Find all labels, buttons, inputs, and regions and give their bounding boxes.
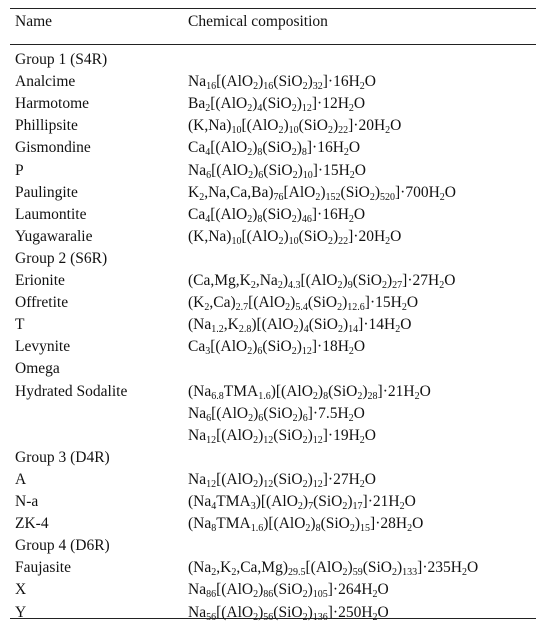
group-row — [10, 49, 536, 73]
table-row — [10, 160, 536, 184]
chemical-formula: $Ca_4[(AlO_2)_8(SiO_2)_8]\cdot 16H_2O$ — [188, 139, 361, 159]
table-row — [10, 93, 536, 117]
mineral-name: Phillipsite — [15, 117, 78, 135]
table-row — [10, 292, 536, 316]
mineral-name: Laumontite — [15, 205, 87, 223]
table-row — [10, 602, 536, 626]
mineral-name: Offretite — [15, 294, 69, 312]
group-row — [10, 535, 536, 559]
mineral-name: Harmotome — [15, 95, 90, 113]
table-row — [10, 358, 536, 382]
group-label: Group 4 (D6R) — [15, 537, 110, 555]
mineral-name: Omega — [15, 360, 60, 378]
mineral-name: Y — [15, 603, 27, 621]
chemical-formula: $Ca_3[(AlO_2)_6(SiO_2)_{12}]\cdot 18H_2O$ — [188, 338, 366, 358]
mineral-name: Erionite — [15, 272, 65, 289]
group-label: Group 2 (S6R) — [15, 249, 108, 267]
header-rule — [10, 44, 536, 45]
chemical-formula: $Na_6[(AlO_2)_6(SiO_2)_{10}]\cdot 15H_2O$ — [188, 161, 366, 181]
mineral-name: P — [15, 161, 24, 179]
chemical-formula: $Na_{12}[(AlO_2)_{12}(SiO_2)_{12}]\cdot 19H_2O$ — [188, 426, 376, 446]
group-label: Group 1 (S4R) — [15, 51, 108, 68]
mineral-name: N-a — [15, 493, 39, 510]
table-row — [10, 557, 536, 581]
chemical-formula: $(Na_8TMA_{1.6})[(AlO_2)_8(SiO_2)_{15}]\cdot 28H_2O$ — [188, 515, 424, 535]
chemical-formula: $Ba_2[(AlO_2)_4(SiO_2)_{12}]\cdot 12H_2O$ — [188, 95, 366, 115]
mineral-name: ZK-4 — [15, 515, 49, 533]
table-row — [10, 491, 536, 515]
table-row — [10, 204, 536, 228]
chemical-formula: $Na_{86}[(AlO_2)_{86}(SiO_2)_{105}]\cdot 264H_2O$ — [188, 581, 389, 601]
table-row — [10, 314, 536, 338]
chemical-formula: $Na_{12}[(AlO_2)_{12}(SiO_2)_{12}]\cdot 27H_2O$ — [188, 470, 376, 490]
mineral-name: Paulingite — [15, 183, 78, 201]
chemical-formula: $(Na_{1.2},K_{2.8})[(AlO_2)_4(SiO_2)_{14}]\cdot 14H_2O$ — [188, 316, 412, 336]
chemical-formula: $(Na_4TMA_3)[(AlO_2)_7(SiO_2)_{17}]\cdot 21H_2O$ — [188, 493, 416, 512]
table-row — [10, 71, 536, 95]
chemical-formula: $(K,Na)_{10}[(AlO_2)_{10}(SiO_2)_{22}]\cdot 20H_2O$ — [188, 227, 402, 247]
mineral-name: Analcime — [15, 73, 76, 91]
header-name: Name — [15, 13, 53, 30]
table-row — [10, 469, 536, 493]
table-row — [10, 115, 536, 139]
chemical-formula: $(Na_{6.8}TMA_{1.6})[(AlO_2)_8(SiO_2)_{28}]\cdot 21H_2O$ — [188, 382, 431, 402]
chemical-formula: $(Ca,Mg,K_2,Na_2)_{4.3}[(AlO_2)_9(SiO_2)_{27}]\cdot 27H_2O$ — [188, 272, 456, 291]
top-rule — [10, 8, 536, 9]
table-row — [10, 425, 536, 449]
mineral-name: Yugawaralie — [15, 227, 93, 245]
mineral-name: Faujasite — [15, 559, 71, 577]
group-row — [10, 447, 536, 471]
mineral-name: X — [15, 581, 27, 599]
mineral-name: Levynite — [15, 338, 71, 356]
group-row — [10, 248, 536, 272]
chemical-formula: $Na_6[(AlO_2)_6(SiO_2)_6]\cdot 7.5H_2O$ — [188, 404, 365, 424]
table-row — [10, 336, 536, 360]
table-row — [10, 270, 536, 294]
chemical-formula: $Na_{16}[(AlO_2)_{16}(SiO_2)_{32}]\cdot 16H_2O$ — [188, 73, 376, 93]
chemical-formula: $Ca_4[(AlO_2)_8(SiO_2)_{46}]\cdot 16H_2O$ — [188, 205, 366, 225]
bottom-rule — [10, 618, 536, 619]
mineral-name: A — [15, 470, 27, 488]
table-row — [10, 513, 536, 537]
chemical-formula: $(Na_2,K_2,Ca,Mg)_{29.5}[(AlO_2)_{59}(SiO_2)_{133}]\cdot 235H_2O$ — [188, 559, 479, 579]
mineral-name: Gismondine — [15, 139, 91, 157]
mineral-name: T — [15, 316, 25, 334]
chemical-formula: $(K_2,Ca)_{2.7}[(AlO_2)_{5.4}(SiO_2)_{12.6}]\cdot 15H_2O$ — [188, 294, 419, 314]
table-row — [10, 182, 536, 206]
mineral-name: Hydrated Sodalite — [15, 382, 128, 400]
table-row — [10, 579, 536, 603]
group-label: Group 3 (D4R) — [15, 448, 110, 466]
table-row — [10, 381, 536, 405]
header-composition: Chemical composition — [188, 13, 328, 30]
table-row — [10, 403, 536, 427]
table-row — [10, 226, 536, 250]
chemical-formula: $(K,Na)_{10}[(AlO_2)_{10}(SiO_2)_{22}]\cdot 20H_2O$ — [188, 117, 402, 137]
chemical-formula: $Na_{56}[(AlO_2)_{56}(SiO_2)_{136}]\cdot 250H_2O$ — [188, 603, 389, 623]
header-row — [10, 11, 536, 35]
table-row — [10, 137, 536, 161]
chemical-formula: $K_2,Na,Ca,Ba)_{76}[AlO_2)_{152}(SiO_2)_{520}]\cdot 700H_2O$ — [188, 183, 456, 203]
